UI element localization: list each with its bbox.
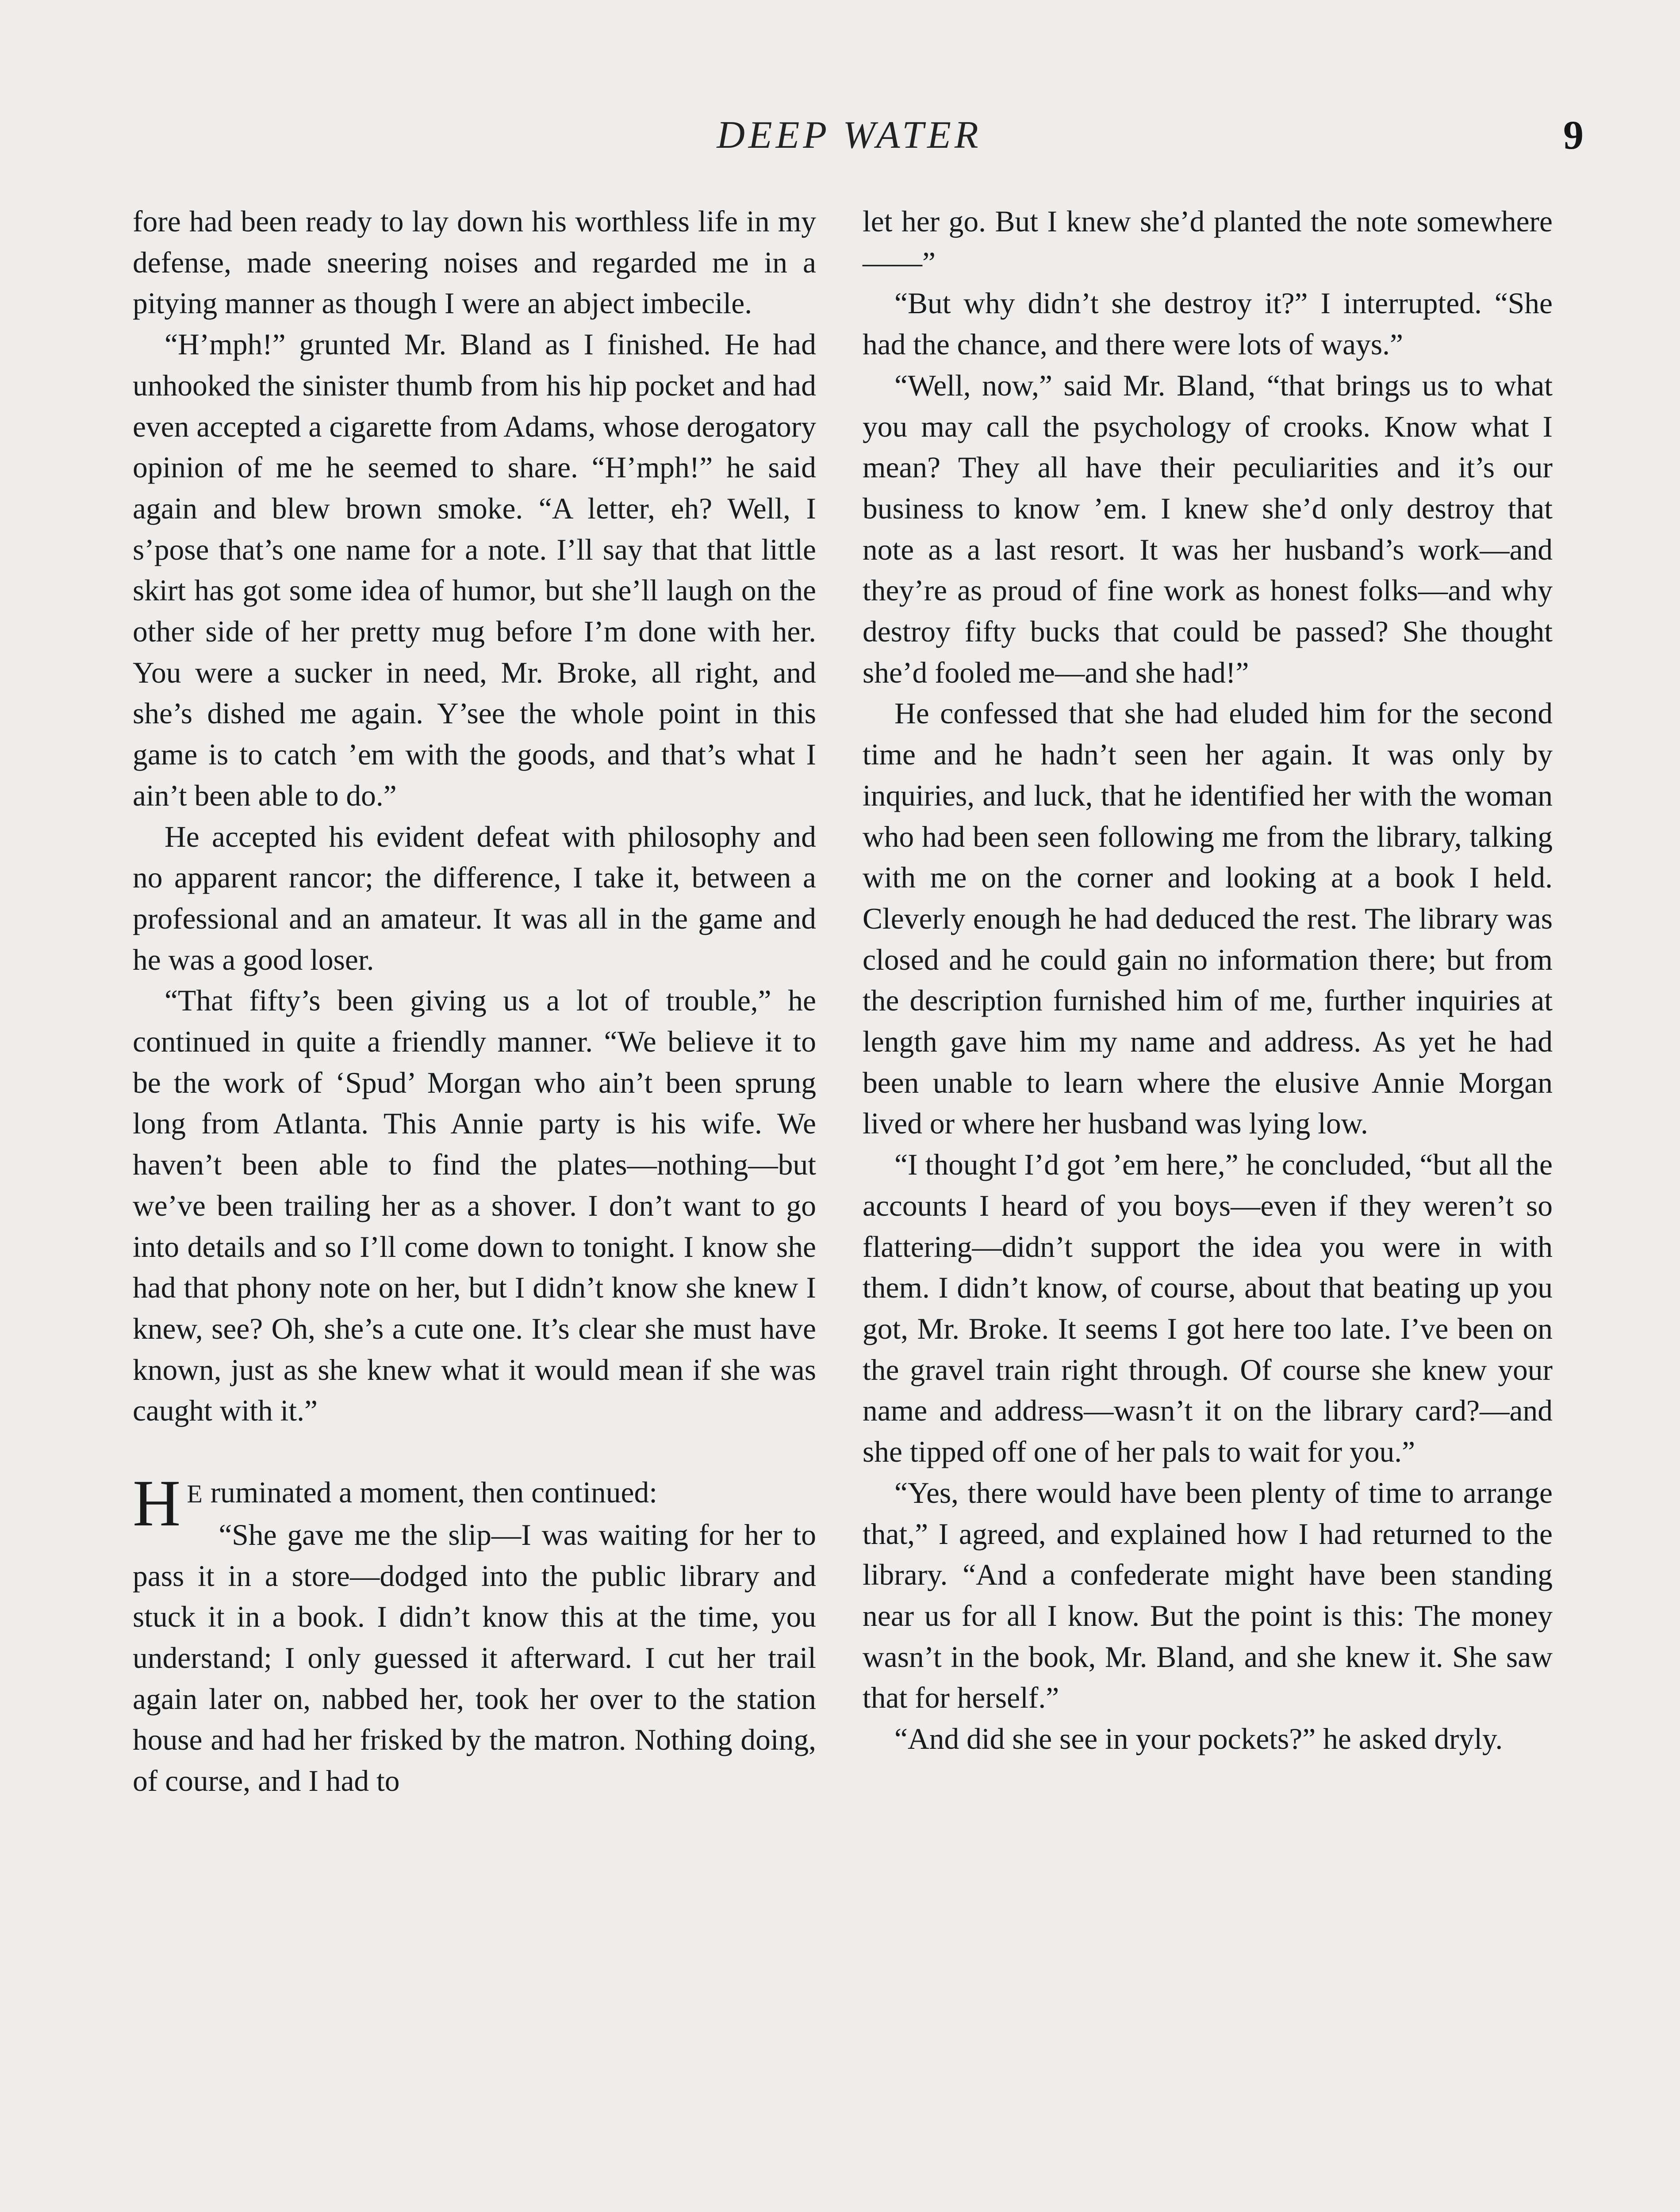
paragraph: “I thought I’d got ’em here,” he concluded, “but all the accounts I heard of you boys—even if they weren’t so flattering—didn’t support the idea you were in with them. I didn’t know, of course, about that beating up you got, Mr. Broke. It seems I got here too late. I’ve been on the gravel train right through. Of course she knew your name and address—wasn’t it on the library card?—and she tipped off one of her pals to wait for you.” bbox=[863, 1148, 1553, 1469]
paragraph: He accepted his evident defeat with philosophy and no apparent rancor; the difference, I take it, between a professional and an amateur. It was all in the game and he was a good loser. bbox=[133, 820, 816, 976]
running-title: DEEP WATER bbox=[717, 114, 982, 157]
paragraph: “But why didn’t she destroy it?” I interrupted. “She had the chance, and there were lots of ways.” bbox=[863, 287, 1553, 361]
paragraph: let her go. But I knew she’d planted the note somewhere——” bbox=[863, 205, 1553, 279]
paragraph: “Yes, there would have been plenty of time to arrange that,” I agreed, and explained how I had returned to the library. “And a confederate might have been standing near us for all I know. But the point is this: The money wasn’t in the book, Mr. Bland, and she knew it. She saw that for herself.” bbox=[863, 1476, 1553, 1715]
section-start-paragraph bbox=[133, 1467, 816, 1540]
page-number: 9 bbox=[1563, 112, 1584, 157]
paragraph: “She gave me the slip—I was waiting for her to pass it in a store—dodged into the public library and stuck it in a book. I didn’t know this at the time, you understand; I only guessed it afterward. I cut her trail again later on, nabbed her, took her over to the station house and had her frisked by the matron. Nothing doing, of course, and I had to bbox=[133, 1518, 816, 1798]
paragraph: “And did she see in your pockets?” he asked dryly. bbox=[894, 1722, 1503, 1756]
left-column bbox=[133, 201, 816, 1802]
paragraph-text: ruminated a moment, then continued: bbox=[203, 1476, 657, 1509]
paragraph: fore had been ready to lay down his worthless life in my defense, made sneering noises and regarded me in a pitying manner as though I were an abject imbecile. bbox=[133, 205, 816, 320]
right-column bbox=[863, 201, 1553, 1760]
paragraph: He confessed that she had eluded him for the second time and he hadn’t seen her again. It was only by inquiries, and luck, that he identified her with the woman who had been seen following me from the library, talking with me on the corner and looking at a book I held. Cleverly enough he had deduced the rest. The library was closed and he could gain no information there; but from the description furnished him of me, further inquiries at length gave him my name and address. As yet he had been unable to learn where the elusive Annie Morgan lived or where her husband was lying low. bbox=[863, 697, 1553, 1141]
paragraph: “H’mph!” grunted Mr. Bland as I finished. He had unhooked the sinister thumb from his hip pocket and had even accepted a cigarette from Adams, whose derogatory opinion of me he seemed to share. “H’mph!” he said again and blew brown smoke. “A letter, eh? Well, I s’pose that’s one name for a note. I’ll say that that little skirt has got some idea of humor, but she’ll laugh on the other side of her pretty mug before I’m done with her. You were a sucker in need, Mr. Broke, all right, and she’s dished me again. Y’see the whole point in this game is to catch ’em with the goods, and that’s what I ain’t been able to do.” bbox=[133, 328, 816, 812]
small-caps: E bbox=[187, 1479, 203, 1509]
drop-cap: H bbox=[133, 1467, 181, 1540]
paragraph: “Well, now,” said Mr. Bland, “that brings us to what you may call the psychology of crooks. Know what I mean? They all have their peculiarities and it’s our business to know ’em. I knew she’d only destroy that note as a last resort. It was her husband’s work—and they’re as proud of fine work as honest folks—and why destroy fifty bucks that could be passed? She thought she’d fooled me—and she had!” bbox=[863, 369, 1553, 689]
paragraph: “That fifty’s been giving us a lot of trouble,” he continued in quite a friendly manner. “We believe it to be the work of ‘Spud’ Morgan who ain’t been sprung long from Atlanta. This Annie party is his wife. We haven’t been able to find the plates—nothing—but we’ve been trailing her as a shover. I don’t want to go into details and so I’ll come down to tonight. I know she had that phony note on her, but I didn’t know she knew I knew, see? Oh, she’s a cute one. It’s clear she must have known, just as she knew what it would mean if she was caught with it.” bbox=[133, 984, 816, 1428]
